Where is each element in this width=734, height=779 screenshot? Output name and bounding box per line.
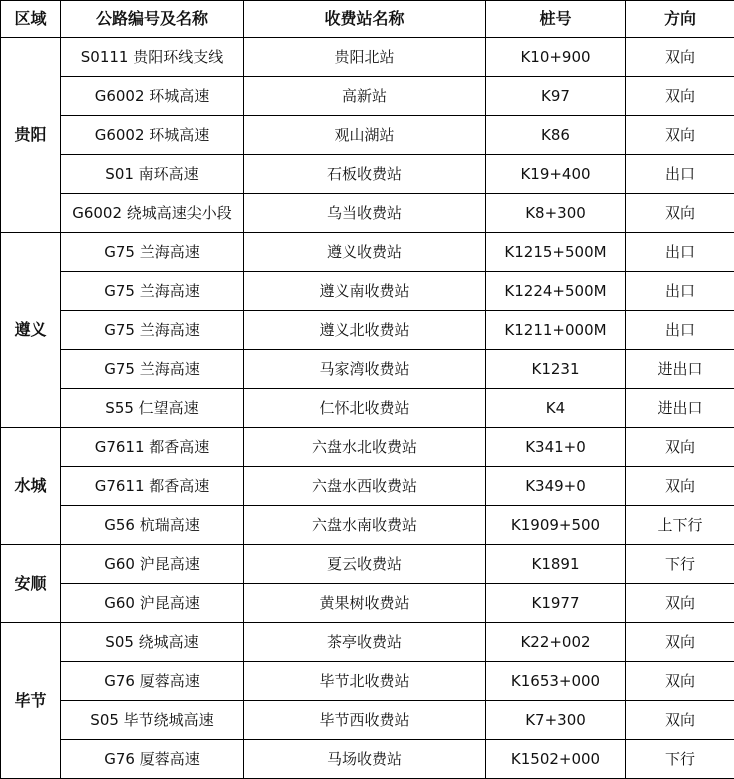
table-row xyxy=(1,155,734,194)
road-cell: G60 沪昆高速 xyxy=(61,545,244,584)
station-cell: 六盘水西收费站 xyxy=(244,467,486,506)
table-row xyxy=(1,116,734,155)
station-cell: 石板收费站 xyxy=(244,155,486,194)
station-cell: 夏云收费站 xyxy=(244,545,486,584)
road-cell: G75 兰海高速 xyxy=(61,350,244,389)
direction-cell: 双向 xyxy=(626,77,734,116)
direction-cell: 下行 xyxy=(626,740,734,779)
table-row xyxy=(1,467,734,506)
station-cell: 毕节西收费站 xyxy=(244,701,486,740)
table-row xyxy=(1,77,734,116)
table-header-row xyxy=(1,1,734,38)
station-cell: 六盘水北收费站 xyxy=(244,428,486,467)
stake-cell: K10+900 xyxy=(486,38,626,77)
stake-cell: K1211+000M xyxy=(486,311,626,350)
station-cell: 马场收费站 xyxy=(244,740,486,779)
table-row xyxy=(1,623,734,662)
station-cell: 观山湖站 xyxy=(244,116,486,155)
road-cell: G76 厦蓉高速 xyxy=(61,740,244,779)
stake-cell: K4 xyxy=(486,389,626,428)
stake-cell: K1977 xyxy=(486,584,626,623)
direction-cell: 双向 xyxy=(626,194,734,233)
table-row xyxy=(1,272,734,311)
direction-cell: 双向 xyxy=(626,428,734,467)
region-cell: 毕节 xyxy=(1,623,61,779)
table-row xyxy=(1,350,734,389)
station-cell: 遵义收费站 xyxy=(244,233,486,272)
road-cell: G75 兰海高速 xyxy=(61,311,244,350)
region-cell: 水城 xyxy=(1,428,61,545)
station-cell: 遵义南收费站 xyxy=(244,272,486,311)
station-cell: 六盘水南收费站 xyxy=(244,506,486,545)
table-row xyxy=(1,38,734,77)
road-cell: G75 兰海高速 xyxy=(61,272,244,311)
table-row xyxy=(1,545,734,584)
table-row xyxy=(1,506,734,545)
stake-cell: K1215+500M xyxy=(486,233,626,272)
station-cell: 乌当收费站 xyxy=(244,194,486,233)
road-cell: G75 兰海高速 xyxy=(61,233,244,272)
stake-cell: K97 xyxy=(486,77,626,116)
direction-cell: 双向 xyxy=(626,701,734,740)
station-cell: 毕节北收费站 xyxy=(244,662,486,701)
table-row xyxy=(1,662,734,701)
table-row xyxy=(1,389,734,428)
direction-cell: 双向 xyxy=(626,467,734,506)
station-cell: 仁怀北收费站 xyxy=(244,389,486,428)
direction-cell: 下行 xyxy=(626,545,734,584)
direction-cell: 双向 xyxy=(626,38,734,77)
direction-cell: 进出口 xyxy=(626,389,734,428)
stake-cell: K86 xyxy=(486,116,626,155)
header-station: 收费站名称 xyxy=(244,1,486,38)
stake-cell: K1231 xyxy=(486,350,626,389)
direction-cell: 出口 xyxy=(626,272,734,311)
table-row xyxy=(1,311,734,350)
direction-cell: 出口 xyxy=(626,311,734,350)
road-cell: S01 南环高速 xyxy=(61,155,244,194)
stake-cell: K8+300 xyxy=(486,194,626,233)
station-cell: 马家湾收费站 xyxy=(244,350,486,389)
direction-cell: 双向 xyxy=(626,662,734,701)
station-cell: 贵阳北站 xyxy=(244,38,486,77)
stake-cell: K1891 xyxy=(486,545,626,584)
direction-cell: 双向 xyxy=(626,116,734,155)
station-cell: 高新站 xyxy=(244,77,486,116)
road-cell: S05 绕城高速 xyxy=(61,623,244,662)
stake-cell: K1224+500M xyxy=(486,272,626,311)
table-row xyxy=(1,740,734,779)
header-stake: 桩号 xyxy=(486,1,626,38)
stake-cell: K1909+500 xyxy=(486,506,626,545)
header-direction: 方向 xyxy=(626,1,734,38)
direction-cell: 上下行 xyxy=(626,506,734,545)
table-row xyxy=(1,194,734,233)
stake-cell: K341+0 xyxy=(486,428,626,467)
direction-cell: 双向 xyxy=(626,623,734,662)
road-cell: S55 仁望高速 xyxy=(61,389,244,428)
direction-cell: 进出口 xyxy=(626,350,734,389)
direction-cell: 双向 xyxy=(626,584,734,623)
station-cell: 黄果树收费站 xyxy=(244,584,486,623)
road-cell: G7611 都香高速 xyxy=(61,467,244,506)
region-cell: 遵义 xyxy=(1,233,61,428)
direction-cell: 出口 xyxy=(626,233,734,272)
table-row xyxy=(1,428,734,467)
region-cell: 安顺 xyxy=(1,545,61,623)
stake-cell: K349+0 xyxy=(486,467,626,506)
road-cell: G6002 绕城高速尖小段 xyxy=(61,194,244,233)
direction-cell: 出口 xyxy=(626,155,734,194)
stake-cell: K19+400 xyxy=(486,155,626,194)
road-cell: S0111 贵阳环线支线 xyxy=(61,38,244,77)
table-row xyxy=(1,584,734,623)
road-cell: G7611 都香高速 xyxy=(61,428,244,467)
header-region: 区域 xyxy=(1,1,61,38)
station-cell: 遵义北收费站 xyxy=(244,311,486,350)
stake-cell: K7+300 xyxy=(486,701,626,740)
table-row xyxy=(1,233,734,272)
station-cell: 茶亭收费站 xyxy=(244,623,486,662)
road-cell: G56 杭瑞高速 xyxy=(61,506,244,545)
header-road: 公路编号及名称 xyxy=(61,1,244,38)
stake-cell: K1502+000 xyxy=(486,740,626,779)
road-cell: S05 毕节绕城高速 xyxy=(61,701,244,740)
region-cell: 贵阳 xyxy=(1,38,61,233)
stake-cell: K1653+000 xyxy=(486,662,626,701)
road-cell: G60 沪昆高速 xyxy=(61,584,244,623)
road-cell: G76 厦蓉高速 xyxy=(61,662,244,701)
road-cell: G6002 环城高速 xyxy=(61,116,244,155)
road-cell: G6002 环城高速 xyxy=(61,77,244,116)
stake-cell: K22+002 xyxy=(486,623,626,662)
table-row xyxy=(1,701,734,740)
